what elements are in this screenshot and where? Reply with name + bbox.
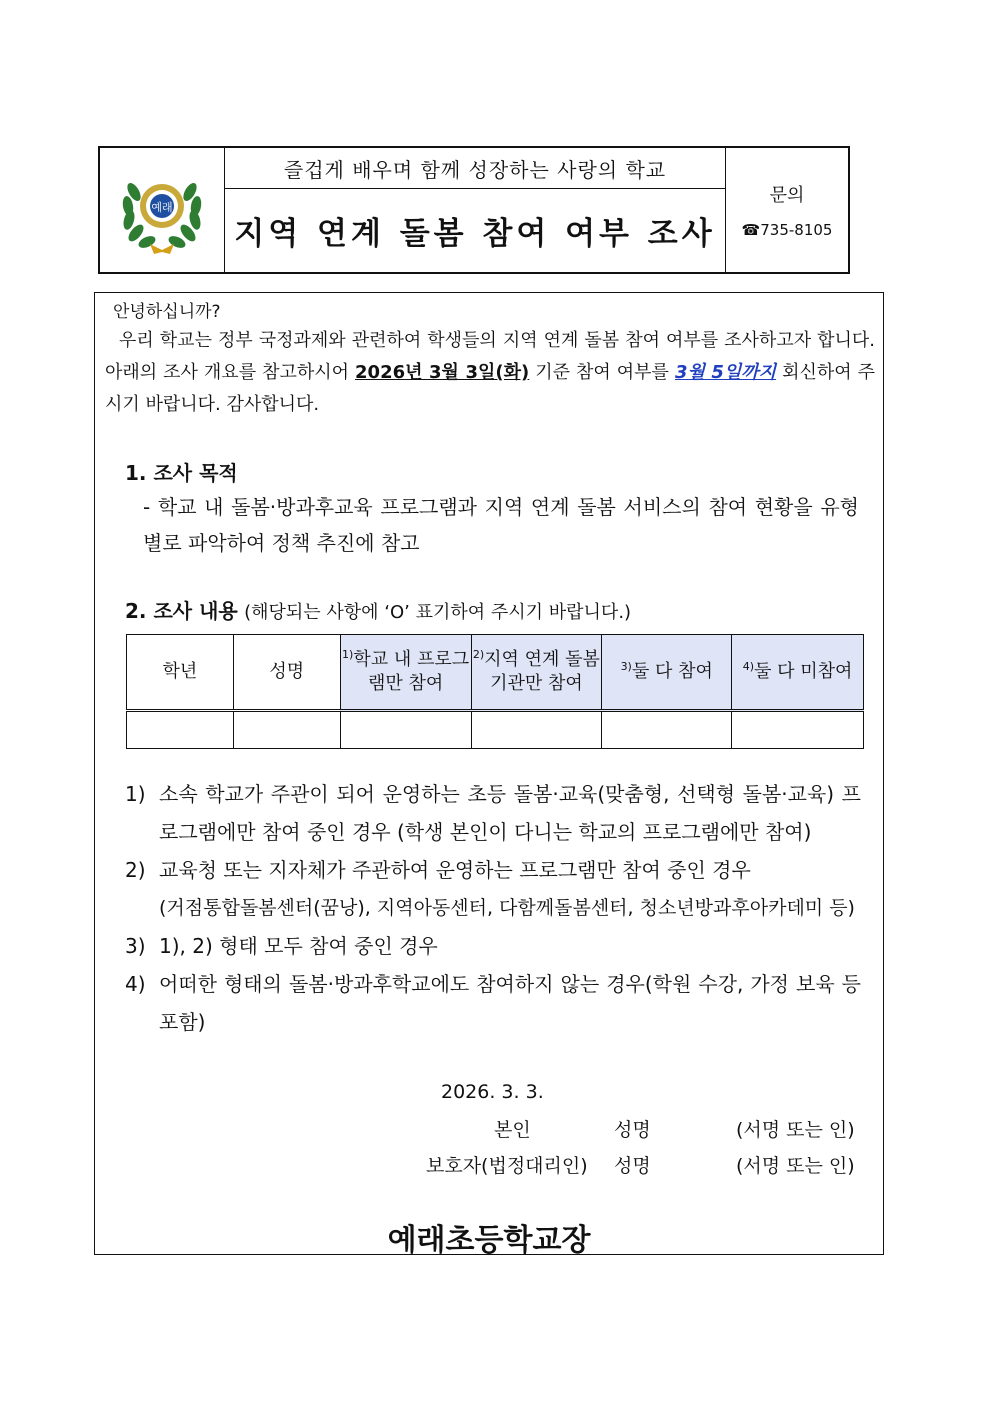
col-header-local-only: $^{2)}$지역 연계 돌봄기관만 참여 bbox=[471, 635, 602, 711]
sign-field-self[interactable]: (서명 또는 인) bbox=[736, 1119, 855, 1141]
sign-role-guardian: 보호자(법정대리인) bbox=[426, 1155, 588, 1177]
col-header-neither: $^{4)}$둘 다 미참여 bbox=[732, 635, 864, 711]
local-only-cell[interactable] bbox=[471, 711, 602, 749]
section1-text: - 학교 내 돌봄·방과후교육 프로그램과 지역 연계 돌봄 서비스의 참여 현황을 유형별로 파악하여 정책 추진에 참고 bbox=[143, 495, 859, 555]
sign-role-self: 본인 bbox=[494, 1119, 531, 1141]
list-item: 2) 교육청 또는 지자체가 주관하여 운영하는 프로그램만 참여 중인 경우 bbox=[125, 858, 751, 882]
body-box bbox=[94, 292, 884, 1258]
emblem-text: 예래 bbox=[151, 201, 173, 214]
school-only-cell[interactable] bbox=[340, 711, 471, 749]
intro-text-1: 우리 학교는 정부 국정과제와 관련하여 학생들의 지역 연계 돌봄 참여 여부를 조사하고자 합니다. 아래의 조사 개요를 참고하시어 bbox=[105, 330, 875, 383]
intro-text-3: 회신하여 주시기 바랍니다. 감사합니다. bbox=[105, 362, 875, 415]
table-header-row bbox=[127, 635, 864, 711]
school-motto: 즐겁게 배우며 함께 성장하는 사랑의 학교 bbox=[225, 148, 725, 189]
name-cell[interactable] bbox=[233, 711, 340, 749]
title-cell bbox=[225, 148, 726, 272]
table-row bbox=[127, 711, 864, 749]
list-item-sub: (거점통합돌봄센터(꿈낭), 지역아동센터, 다함께돌봄센터, 청소년방과후아카데미 등) bbox=[159, 897, 855, 919]
header-box bbox=[98, 146, 850, 274]
col-header-both: $^{3)}$둘 다 참여 bbox=[602, 635, 732, 711]
document-title: 지역 연계 돌봄 참여 여부 조사 bbox=[234, 216, 716, 252]
sign-name-label-guardian: 성명 bbox=[614, 1155, 651, 1177]
section2-heading: 2. 조사 내용 bbox=[125, 599, 238, 623]
neither-cell[interactable] bbox=[732, 711, 864, 749]
section2-note: (해당되는 사항에 ‘O’ 표기하여 주시기 바랍니다.) bbox=[244, 602, 632, 623]
sign-field-guardian[interactable]: (서명 또는 인) bbox=[736, 1155, 855, 1177]
both-cell[interactable] bbox=[602, 711, 732, 749]
list-item: 3) 1), 2) 형태 모두 참여 중인 경우 bbox=[125, 934, 438, 958]
principal-signature: 예래초등학교장 bbox=[387, 1223, 591, 1258]
col-header-grade: 학년 bbox=[127, 635, 234, 711]
intro-paragraph bbox=[105, 325, 875, 421]
logo-cell bbox=[100, 148, 225, 272]
list-item: 1) 소속 학교가 주관이 되어 운영하는 초등 돌봄·교육(맞춤형, 선택형 돌봄·교육) 프로그램에만 참여 중인 경우 (학생 본인이 다니는 학교의 프로그램에만 참여) bbox=[125, 782, 861, 844]
greeting: 안녕하십니까? bbox=[113, 302, 221, 322]
col-header-school-only: $^{1)}$학교 내 프로그램만 참여 bbox=[340, 635, 471, 711]
sign-name-label-self: 성명 bbox=[614, 1119, 651, 1141]
contact-cell bbox=[726, 148, 848, 272]
intro-text-2: 기준 참여 여부를 bbox=[529, 362, 675, 383]
contact-label: 문의 bbox=[769, 185, 805, 206]
section1-heading: 1. 조사 목적 bbox=[125, 461, 238, 485]
survey-table bbox=[126, 634, 864, 749]
grade-cell[interactable] bbox=[127, 711, 234, 749]
school-emblem-icon bbox=[114, 162, 210, 258]
contact-phone: ☎735-8105 bbox=[741, 221, 833, 239]
notes-list bbox=[125, 775, 861, 1041]
deadline-link[interactable]: 3월 5일까지 bbox=[674, 362, 777, 383]
col-header-name: 성명 bbox=[233, 635, 340, 711]
list-item: 4) 어떠한 형태의 돌봄·방과후학교에도 참여하지 않는 경우(학원 수강, 가정 보육 등 포함) bbox=[125, 972, 861, 1034]
reference-date: 2026년 3월 3일(화) bbox=[355, 362, 530, 383]
section2-heading-row bbox=[125, 595, 631, 624]
signature-date: 2026. 3. 3. bbox=[441, 1081, 544, 1103]
